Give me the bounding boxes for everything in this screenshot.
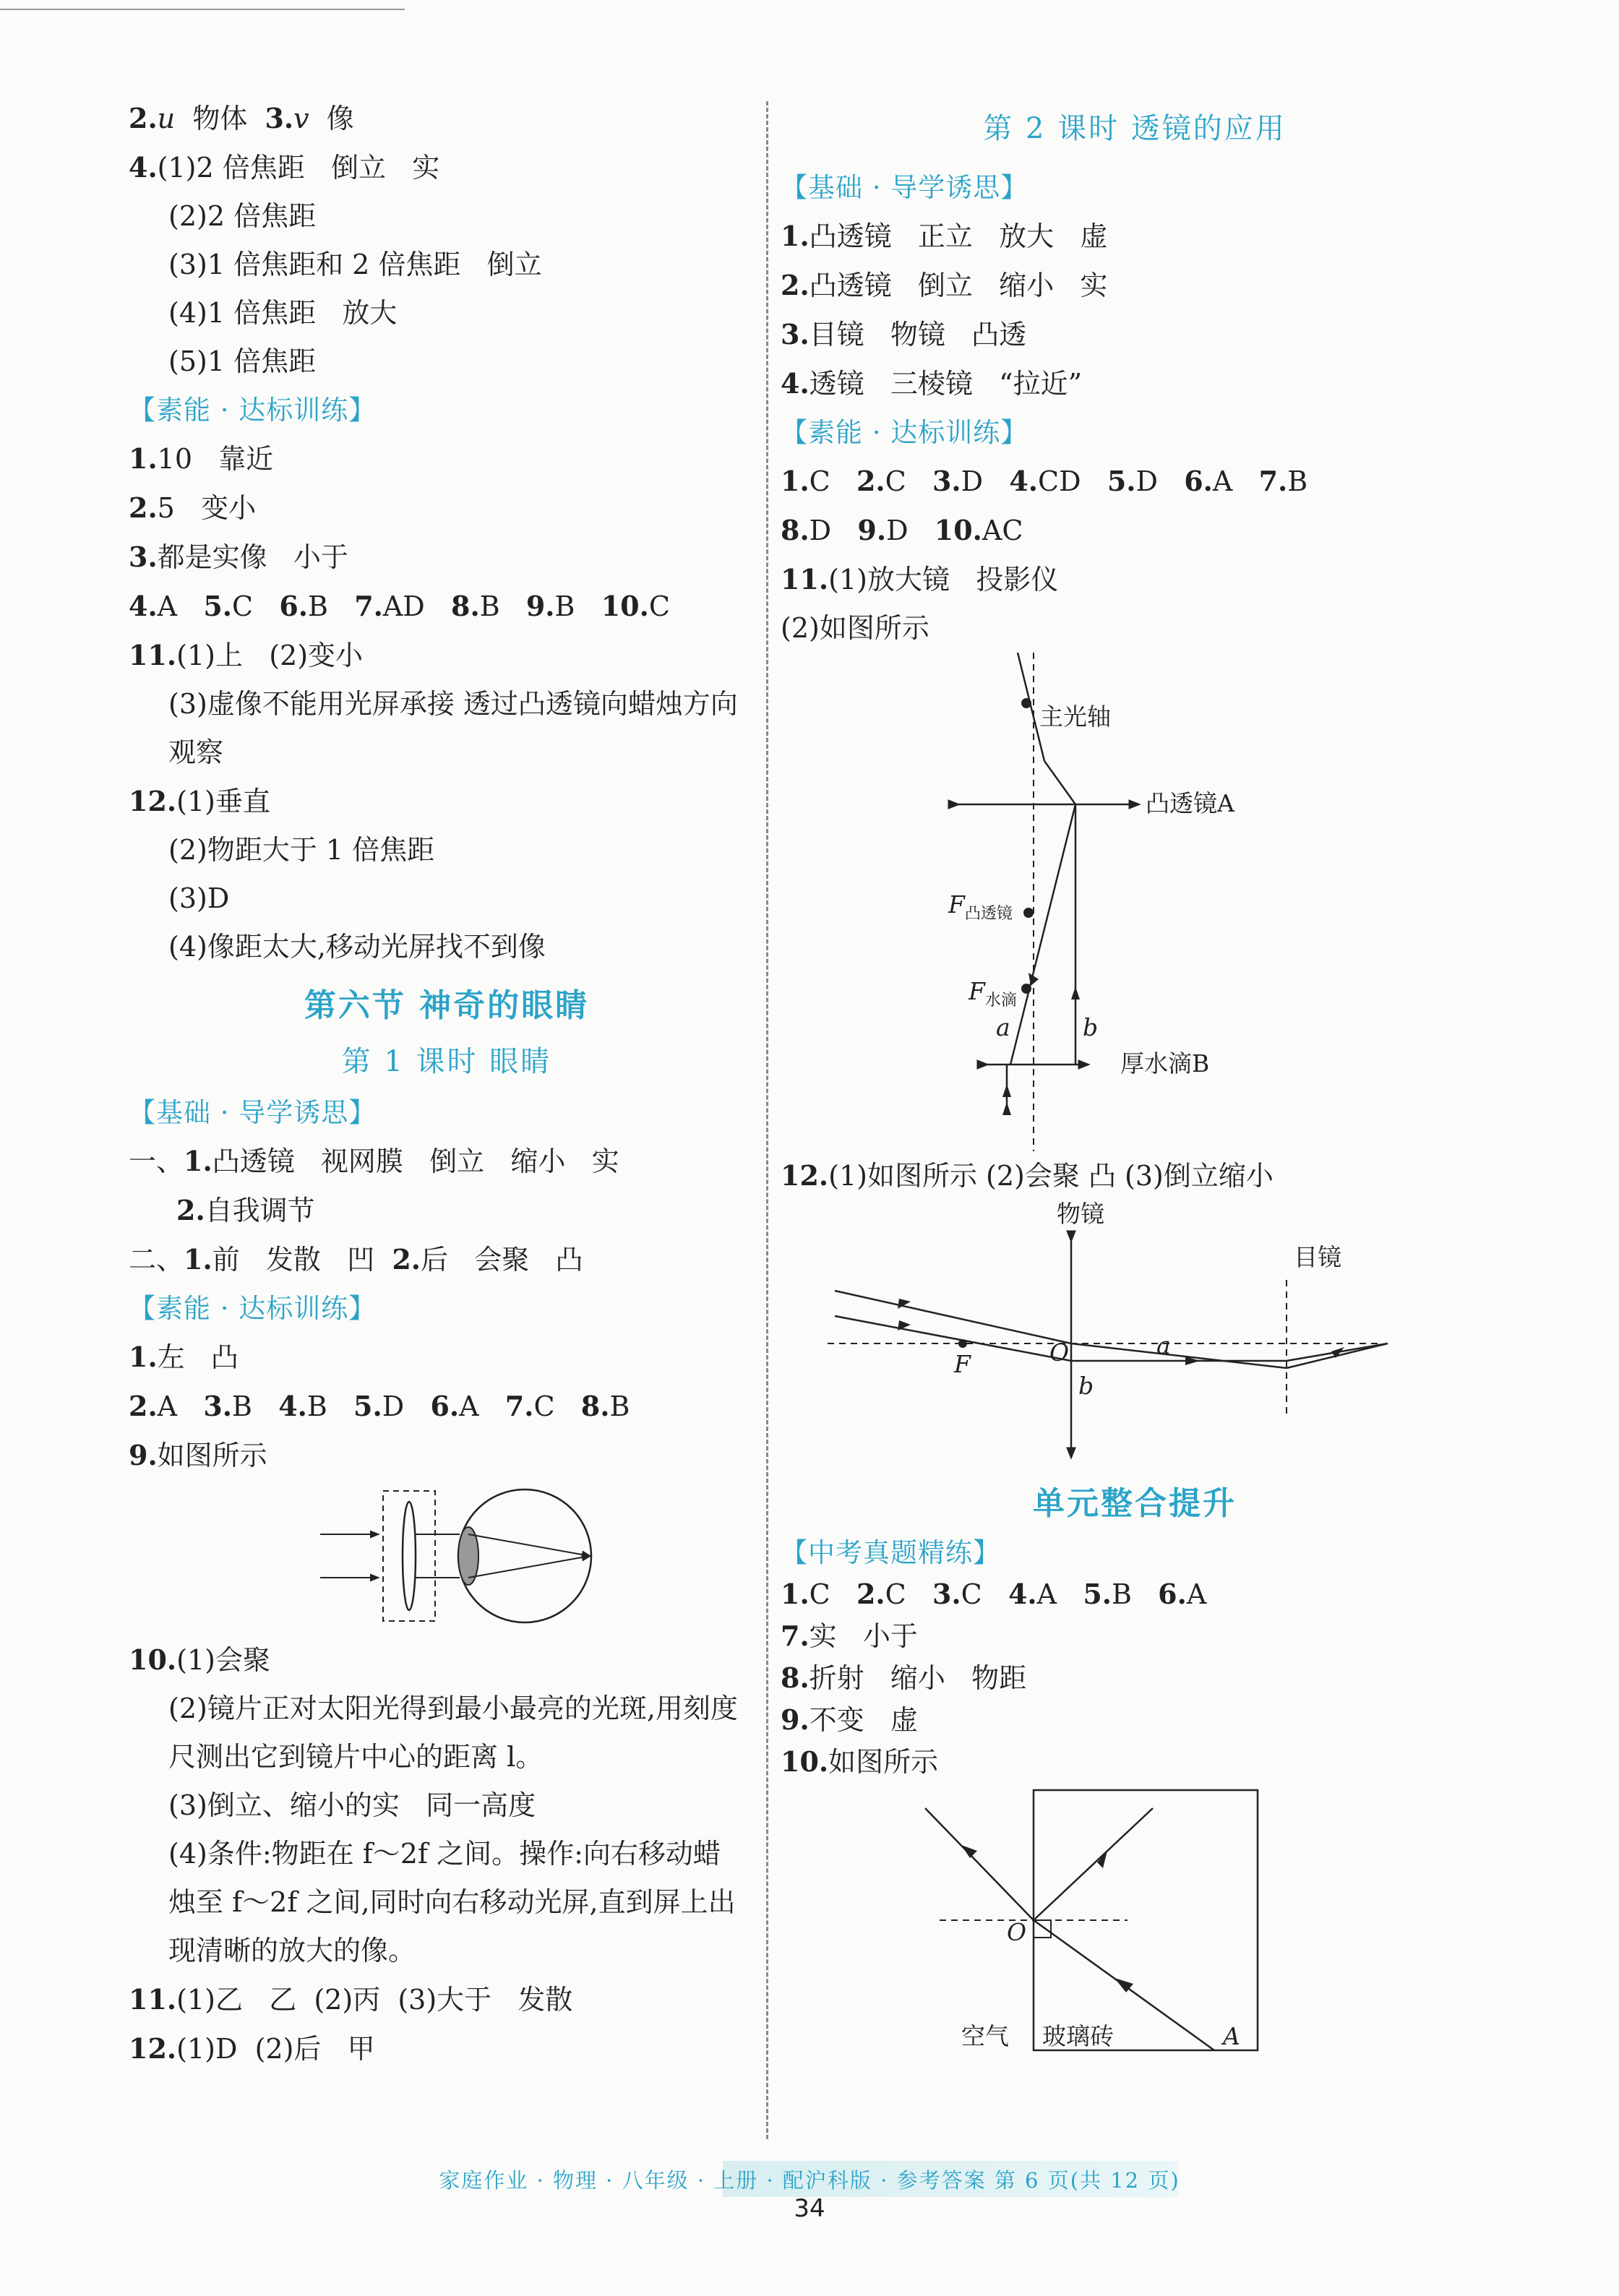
ray-b-label: b (1078, 1372, 1094, 1400)
right-column (781, 94, 1489, 2065)
section-tag: 【基础 · 导学诱思】 (129, 1097, 377, 1128)
answer-line: (2)物距大于 1 倍焦距 (168, 834, 435, 866)
lens-box (383, 1491, 435, 1621)
answer-line: 2.5 变小 (129, 491, 257, 524)
answer-line: 8.折射 缩小 物距 (781, 1661, 1027, 1694)
answer-line: 二、1.前 发散 凹 2.后 会聚 凸 (129, 1243, 583, 1276)
section-tag: 【素能 · 达标训练】 (781, 417, 1028, 448)
answer-line: 2.自我调节 (176, 1194, 315, 1226)
answer-line: 4.(1)2 倍焦距 倒立 实 (129, 151, 440, 184)
answer-line: 1.C 2.C 3.C 4.A 5.B 6.A (781, 1578, 1207, 1610)
answer-line: 10.如图所示 (781, 1745, 939, 1778)
page-number: 34 (794, 2194, 825, 2223)
answer-line: (3)虚像不能用光屏承接 透过凸透镜向蜡烛方向观察 (168, 688, 738, 768)
f-lens-label: $F_{凸透镜}$ (948, 890, 1013, 923)
point-a-label: A (1223, 2022, 1240, 2050)
answer-line: (5)1 倍焦距 (168, 345, 317, 377)
section-tag: 【素能 · 达标训练】 (129, 395, 377, 426)
lesson-title: 第 1 课时 眼睛 (341, 1045, 552, 1078)
refraction-diagram (781, 1783, 1489, 2065)
footer: 家庭作业 · 物理 · 八年级 · 上册 · 配沪科版 · 参考答案 第 6 页(共 12 页) (439, 2168, 1180, 2193)
answer-line: (3)倒立、缩小的实 同一高度 (168, 1789, 536, 1821)
answer-line: 4.A 5.C 6.B 7.AD 8.B 9.B 10.C (129, 590, 670, 622)
concave-lens (403, 1502, 416, 1610)
answer-line: 11.(1)放大镜 投影仪 (781, 563, 1059, 596)
answer-line: (3)1 倍焦距和 2 倍焦距 倒立 (168, 249, 542, 280)
answer-line: (4)1 倍焦距 放大 (168, 297, 398, 329)
unit-title: 单元整合提升 (1033, 1485, 1237, 1522)
refracted-ray (925, 1808, 1034, 1920)
answer-line: (2)镜片正对太阳光得到最小最亮的光斑,用刻度尺测出它到镜片中心的距离 l。 (168, 1693, 738, 1773)
answer-line: 1.凸透镜 正立 放大 虚 (781, 220, 1108, 252)
answer-line: 10.(1)会聚 (129, 1643, 270, 1676)
answer-line: (3)D (168, 882, 230, 914)
answer-line: 8.D 9.D 10.AC (781, 514, 1023, 546)
lens-waterdrop-diagram (781, 653, 1489, 1151)
f-drop-label: $F_{水滴}$ (969, 977, 1017, 1010)
answer-line: (4)像距太大,移动光屏找不到像 (168, 931, 546, 963)
ray-a-label: a (996, 1013, 1010, 1041)
answer-line: 9.如图所示 (129, 1439, 267, 1471)
point-o-label: O (1007, 1918, 1027, 1946)
answer-line: 11.(1)上 (2)变小 (129, 639, 364, 671)
eye-diagram (129, 1480, 765, 1635)
principal-axis-label: 主光轴 (1039, 702, 1111, 731)
answer-line: 12.(1)垂直 (129, 785, 270, 817)
answer-line: 2.u 物体 3.v 像 (129, 102, 354, 134)
answer-line: 2.凸透镜 倒立 缩小 实 (781, 269, 1108, 301)
focus-label: F (954, 1350, 971, 1378)
section-tag: 【素能 · 达标训练】 (129, 1293, 377, 1324)
optical-center-label: O (1049, 1338, 1070, 1367)
answer-line: 1.10 靠近 (129, 442, 274, 475)
reflected-ray (1034, 1808, 1153, 1920)
lesson-title: 第 2 课时 透镜的应用 (983, 112, 1287, 145)
answer-line: 7.实 小于 (781, 1620, 918, 1652)
answer-line: 12.(1)D (2)后 甲 (129, 2032, 375, 2065)
lens-a-label: 凸透镜A (1146, 789, 1234, 817)
ray-a-label: a (1156, 1331, 1171, 1359)
answer-line: (2)如图所示 (781, 612, 929, 644)
answer-line: (4)条件:物距在 f～2f 之间。操作:向右移动蜡烛至 f～2f 之间,同时向右移动光屏,直到屏上出现清晰的放大的像。 (168, 1838, 736, 1966)
answer-line: 一、1.凸透镜 视网膜 倒立 缩小 实 (129, 1145, 619, 1177)
ray-b-label: b (1083, 1013, 1099, 1041)
answer-line: 2.A 3.B 4.B 5.D 6.A 7.C 8.B (129, 1390, 630, 1422)
section-tag: 【中考真题精练】 (781, 1537, 1000, 1568)
air-label: 空气 (961, 2022, 1009, 2050)
answer-line: 12.(1)如图所示 (2)会聚 凸 (3)倒立缩小 (781, 1159, 1274, 1192)
section-tag: 【基础 · 导学诱思】 (781, 172, 1028, 203)
answer-line: 3.目镜 物镜 凸透 (781, 318, 1027, 351)
ray-a (1010, 804, 1075, 1065)
microscope-diagram (781, 1200, 1489, 1475)
answer-line: 3.都是实像 小于 (129, 541, 348, 573)
answer-line: 9.不变 虚 (781, 1703, 918, 1736)
top-rule (0, 9, 405, 10)
water-drop-label: 厚水滴B (1120, 1049, 1210, 1078)
answer-line: (2)2 倍焦距 (168, 200, 317, 232)
answer-line: 1.C 2.C 3.D 4.CD 5.D 6.A 7.B (781, 465, 1308, 497)
answer-line: 4.透镜 三棱镜 “拉近” (781, 367, 1083, 400)
section-title: 第六节 神奇的眼睛 (304, 987, 590, 1024)
answer-line: 11.(1)乙 乙 (2)丙 (3)大于 发散 (129, 1983, 573, 2016)
glass-label: 玻璃砖 (1042, 2022, 1114, 2050)
eyepiece-label: 目镜 (1294, 1243, 1341, 1271)
left-column (129, 94, 765, 2073)
objective-label: 物镜 (1057, 1200, 1104, 1228)
column-divider (766, 101, 768, 2139)
answer-line: 1.左 凸 (129, 1341, 239, 1373)
